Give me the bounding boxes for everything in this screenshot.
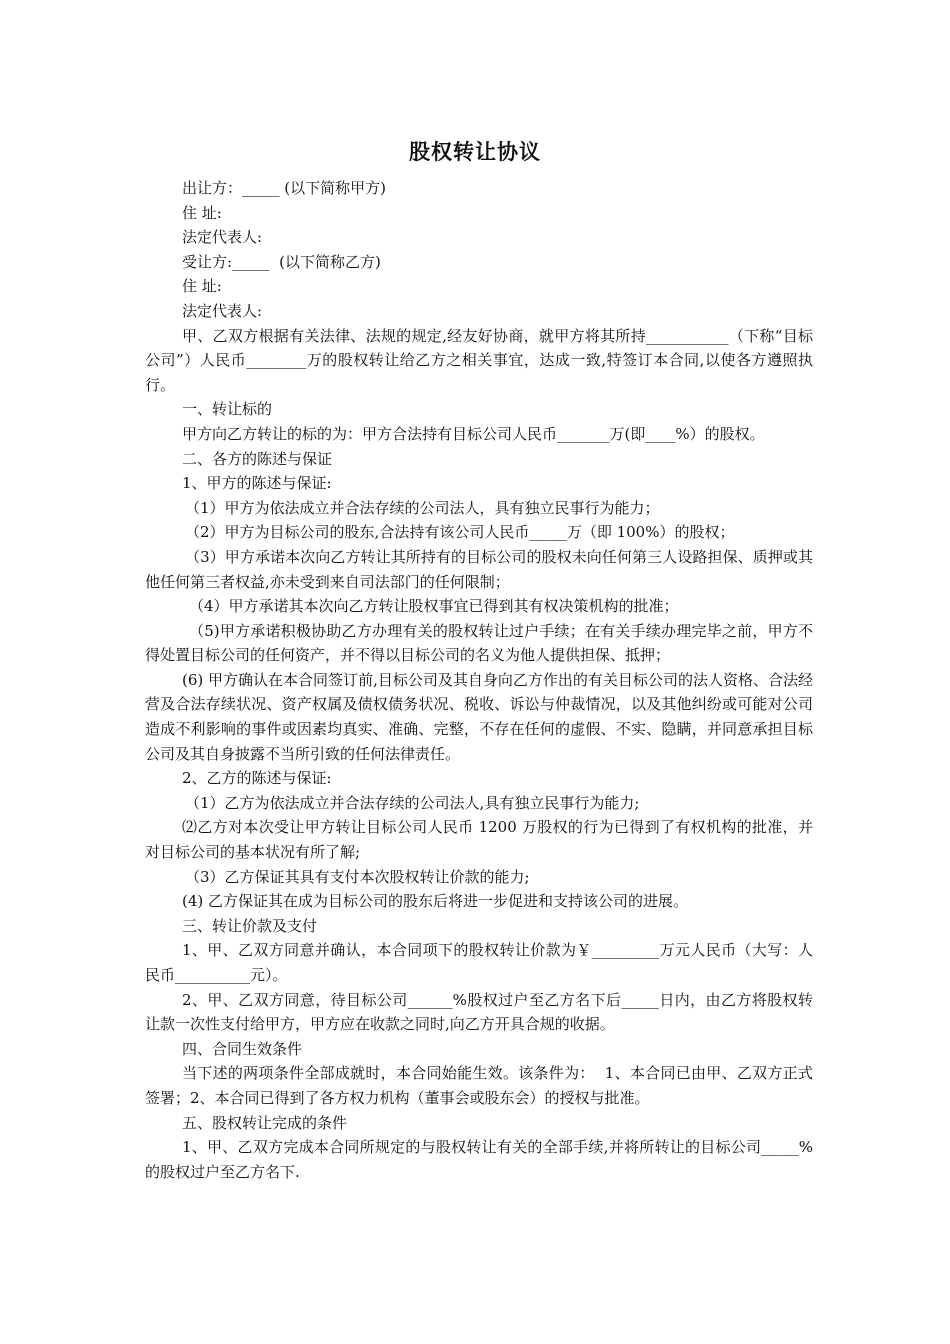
clause-item: （3）乙方保证其具有支付本次股权转让价款的能力;: [185, 867, 530, 886]
subsection-heading: 2、乙方的陈述与保证:: [182, 769, 332, 788]
clause-item: （1）甲方为依法成立并合法存续的公司法人，具有独立民事行为能力；: [185, 498, 660, 517]
clause-paragraph: 1、甲、乙双方同意并确认，本合同项下的股权转让价款为￥_________万元人民币（大写：人民币__________元）。: [145, 941, 813, 984]
section-heading: 五、股权转让完成的条件: [182, 1113, 348, 1132]
preamble-paragraph: 甲、乙双方根据有关法律、法规的规定,经友好协商，就甲方将其所持___________（下称“目标公司”）人民币________万的股权转让给乙方之相关事宜，达成一致,特签订本合同,以使各方遵照执行。: [145, 326, 813, 394]
clause-item: （3）甲方承诺本次向乙方转让其所持有的目标公司的股权未向任何第三人设路担保、质押或其他任何第三者权益,亦未受到来自司法部门的任何限制；: [145, 547, 813, 591]
transferee-address: 住 址:: [182, 277, 222, 296]
clause-item: ⑵乙方对本次受让甲方转让目标公司人民币 1200 万股权的行为已得到了有权机构的批准，并对目标公司的基本状况有所了解;: [145, 818, 813, 862]
clause-paragraph: 当下述的两项条件全部成就时，本合同始能生效。该条件为： 1、本合同已由甲、乙双方正式签署；2、本合同已得到了各方权力机构（董事会或股东会）的授权与批准。: [145, 1064, 813, 1107]
clause-item: （1）乙方为依法成立并合法存续的公司法人,具有独立民事行为能力;: [185, 793, 640, 812]
document-body: [145, 176, 818, 1184]
clause-item: （4）甲方承诺其本次向乙方转让股权事宜已得到其有权决策机构的批准；: [189, 597, 679, 616]
transferee-representative: 法定代表人:: [182, 301, 263, 320]
section-heading: 三、转让价款及支付: [182, 916, 318, 935]
clause-item: (6) 甲方确认在本合同签订前,目标公司及其自身向乙方作出的有关目标公司的法人资格、合法经营及合法存续状况、资产权属及债权债务状况、税收、诉讼与仲裁情况，以及其他纠纷或可能对公司造成不利影响的事件或因素均真实、准确、完整，不存在任何的虚假、不实、隐瞒，并同意承担目标公司及其自身披露不当所引致的任何法律责任。: [145, 670, 813, 763]
section-heading: 二、各方的陈述与保证: [182, 449, 333, 468]
clause-item: （5)甲方承诺积极协助乙方办理有关的股权转让过户手续；在有关手续办理完毕之前，甲方不得处置目标公司的任何资产，并不得以目标公司的名义为他人提供担保、抵押；: [145, 621, 813, 665]
clause-paragraph: 2、甲、乙双方同意，待目标公司______%股权过户至乙方名下后_____日内，由乙方将股权转让款一次性支付给甲方，甲方应在收款之同时,向乙方开具合规的收据。: [145, 990, 813, 1034]
transferor-representative: 法定代表人:: [182, 228, 263, 247]
clause-paragraph: 甲方向乙方转让的标的为：甲方合法持有目标公司人民币_______万(即____%）的股权。: [182, 424, 765, 443]
transferor-line: 出让方：_____ (以下简称甲方): [182, 179, 386, 197]
section-heading: 四、合同生效条件: [182, 1039, 303, 1058]
clause-paragraph: 1、甲、乙双方完成本合同所规定的与股权转让有关的全部手续,并将所转让的目标公司_____% 的股权过户至乙方名下.: [145, 1138, 818, 1181]
section-heading: 一、转让标的: [182, 400, 273, 419]
transferee-line: 受让方:_____ (以下简称乙方): [182, 252, 381, 271]
subsection-heading: 1、甲方的陈述与保证:: [182, 474, 332, 493]
clause-item: （2）甲方为目标公司的股东,合法持有该公司人民币_____万（即 100%）的股权；: [185, 523, 735, 542]
document-title: 股权转让协议: [409, 139, 541, 164]
clause-item: (4) 乙方保证其在成为目标公司的股东后将进一步促进和支持该公司的进展。: [182, 892, 689, 911]
transferor-address: 住 址:: [182, 203, 222, 222]
